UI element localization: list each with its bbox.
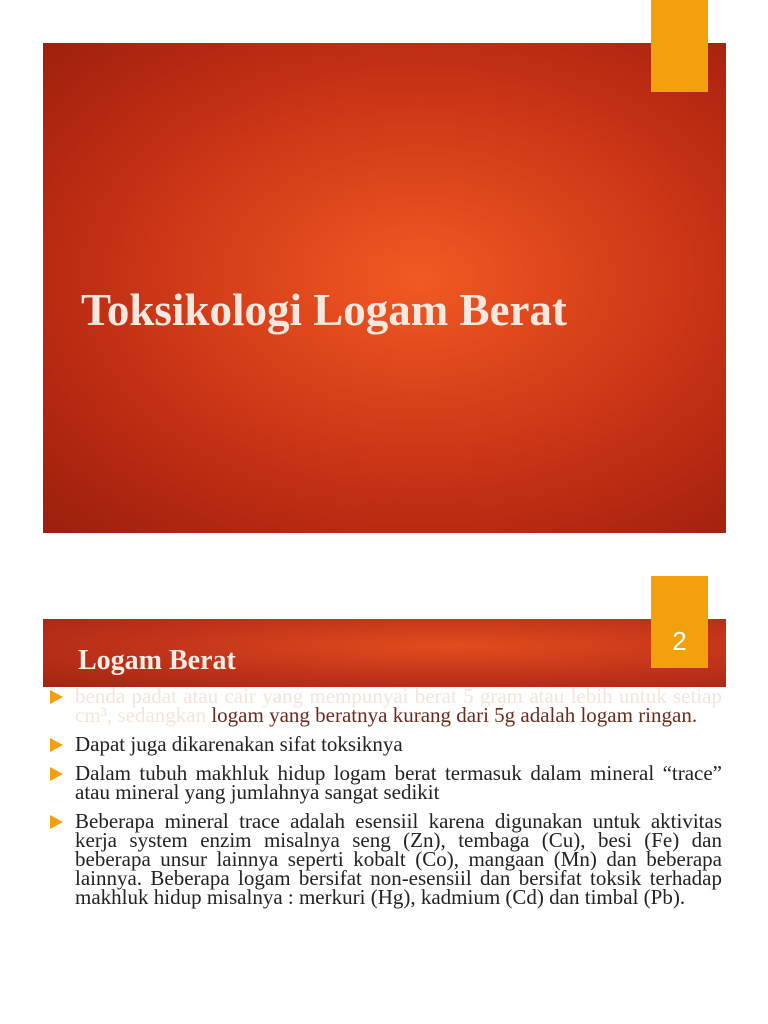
bullet-text-part: benda padat atau cair yang mempunyai berat 5 gram atau lebih untuk setiap cm³, sedangkan (75, 684, 722, 727)
list-item (48, 761, 722, 804)
slide-title: Toksikologi Logam Berat (81, 285, 567, 335)
list-item (48, 732, 722, 756)
bullet-list (48, 684, 722, 917)
bullet-arrow-icon (50, 738, 63, 752)
bullet-arrow-icon (50, 690, 63, 704)
slide-heading: Logam Berat (78, 645, 236, 676)
bullet-arrow-icon (50, 815, 63, 829)
list-item (48, 684, 722, 727)
slide1-accent-tab (651, 0, 708, 92)
bullet-text: Dalam tubuh makhluk hidup logam berat termasuk dalam mineral “trace” atau mineral yang jumlahnya sangat sedikit (75, 761, 722, 804)
bullet-text: Beberapa mineral trace adalah esensiil karena digunakan untuk aktivitas kerja system enzim misalnya seng (Zn), tembaga (Cu), besi (Fe) dan beberapa unsur lainnya seperti kobalt (Co), mangaan (Mn) dan beberapa lainnya. Beberapa logam bersifat non-esensiil dan bersifat toksik terhadap makhluk hidup misalnya : merkuri (Hg), kadmium (Cd) dan timbal (Pb). (75, 809, 722, 909)
bullet-text-highlight: logam yang beratnya kurang dari 5g adalah logam ringan. (211, 703, 698, 727)
list-item (48, 809, 722, 909)
bullet-text: Dapat juga dikarenakan sifat toksiknya (75, 732, 403, 756)
page-number: 2 (672, 626, 687, 656)
bullet-arrow-icon (50, 767, 63, 781)
